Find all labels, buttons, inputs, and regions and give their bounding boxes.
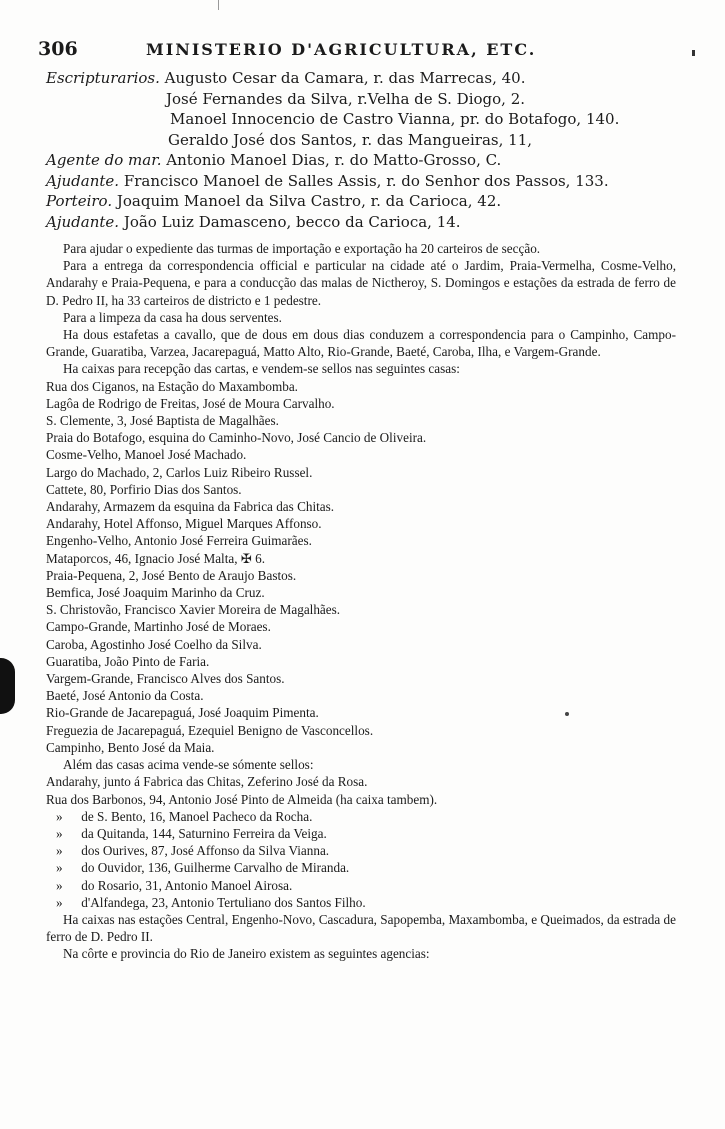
list-item: Praia-Pequena, 2, José Bento de Araujo Bastos. (46, 567, 297, 583)
scan-mark (218, 0, 219, 10)
list-item: Andarahy, junto á Fabrica das Chitas, Zeferino José da Rosa. (46, 774, 368, 790)
staff-role: Agente do mar. (46, 151, 162, 169)
ink-speck (692, 50, 695, 56)
staff-entry (46, 130, 685, 151)
ditto-mark: » (56, 894, 63, 910)
stamps-intro: Além das casas acima vende-se sómente sellos: (63, 757, 314, 773)
staff-details: Manoel Innocencio de Castro Vianna, pr. do Botafogo, 140. (170, 110, 620, 128)
list-item: Cosme-Velho, Manoel José Machado. (46, 447, 247, 463)
staff-role: Escripturarios. (46, 69, 160, 87)
list-item-text: d'Alfandega, 23, Antonio Tertuliano dos Santos Filho. (81, 894, 366, 910)
staff-role: Ajudante. (46, 171, 120, 190)
paragraph: Ha caixas nas estações Central, Engenho-Novo, Cascadura, Sapopemba, Maxambomba, e Queimados, da estrada de ferro de D. Pedro II. (46, 911, 676, 945)
list-item: Campinho, Bento José da Maia. (46, 739, 215, 755)
list-item-text: de S. Bento, 16, Manoel Pacheco da Rocha. (81, 808, 313, 824)
body-text (46, 240, 676, 963)
list-item: Lagôa de Rodrigo de Freitas, José de Moura Carvalho. (46, 395, 335, 411)
paragraph: Para a limpeza da casa ha dous serventes. (63, 309, 282, 325)
list-item: Mataporcos, 46, Ignacio José Malta, ✠ 6. (46, 550, 266, 566)
list-item: Baeté, José Antonio da Costa. (46, 688, 204, 704)
staff-details: João Luiz Damasceno, becco da Carioca, 14. (123, 212, 461, 231)
staff-details: Augusto Cesar da Camara, r. das Marrecas, 40. (164, 69, 526, 87)
staff-entry (46, 89, 685, 110)
staff-role: Ajudante. (46, 212, 120, 231)
staff-entry (46, 109, 685, 130)
ditto-mark: » (56, 843, 63, 859)
margin-ink-blot (0, 658, 15, 714)
list-item (46, 842, 676, 859)
staff-details: Geraldo José dos Santos, r. das Mangueiras, 11, (168, 130, 532, 149)
ditto-mark: » (56, 808, 63, 824)
staff-details: Francisco Manoel de Salles Assis, r. do Senhor dos Passos, 133. (123, 171, 609, 190)
paragraph: Na côrte e provincia do Rio de Janeiro existem as seguintes agencias: (63, 946, 430, 962)
staff-entry (46, 150, 685, 171)
staff-entry (46, 171, 685, 192)
list-item (46, 859, 676, 876)
list-item: Caroba, Agostinho José Coelho da Silva. (46, 636, 262, 652)
ditto-mark: » (56, 877, 63, 893)
list-item: Engenho-Velho, Antonio José Ferreira Guimarães. (46, 533, 312, 549)
list-item: Praia do Botafogo, esquina do Caminho-Novo, José Cancio de Oliveira. (46, 430, 427, 446)
list-item: Vargem-Grande, Francisco Alves dos Santos. (46, 671, 285, 687)
staff-role: Porteiro. (46, 192, 113, 210)
list-item: Largo do Machado, 2, Carlos Luiz Ribeiro Russel. (46, 464, 313, 480)
page-header (38, 38, 685, 64)
list-item: Andarahy, Armazem da esquina da Fabrica das Chitas. (46, 499, 335, 515)
list-item (46, 825, 676, 842)
letterbox-list (46, 378, 676, 756)
list-item: Guaratiba, João Pinto de Faria. (46, 653, 210, 669)
list-item-text: dos Ourives, 87, José Affonso da Silva Vianna. (81, 843, 330, 859)
list-item (46, 894, 676, 911)
list-item (46, 808, 676, 825)
paragraph: Ha dous estafetas a cavallo, que de dous em dous dias conduzem a correspondencia para o Campinho, Campo-Grande, Guaratiba, Varzea, Jacarepaguá, Matto Alto, Rio-Grande, Baeté, Caroba, Ilha, e Vargem-Grande. (46, 327, 676, 360)
paragraph: Ha caixas para recepção das cartas, e vendem-se sellos nas seguintes casas: (63, 361, 460, 377)
list-item: Cattete, 80, Porfirio Dias dos Santos. (46, 481, 242, 497)
list-item: Campo-Grande, Martinho José de Moraes. (46, 619, 271, 635)
page-number: 306 (38, 38, 78, 60)
staff-details: José Fernandes da Silva, r.Velha de S. Diogo, 2. (166, 89, 526, 108)
staff-entry (46, 212, 685, 233)
paragraph: Para ajudar o expediente das turmas de importação e exportação ha 20 carteiros de secção. (63, 241, 541, 256)
list-item: Bemfica, José Joaquim Marinho da Cruz. (46, 585, 265, 601)
staff-list (46, 68, 685, 232)
staff-details: Joaquim Manoel da Silva Castro, r. da Carioca, 42. (116, 192, 502, 210)
staff-entry (46, 191, 685, 212)
ditto-mark: » (56, 860, 63, 876)
list-item: Freguezia de Jacarepaguá, Ezequiel Benigno de Vasconcellos. (46, 722, 374, 738)
list-item (46, 877, 676, 894)
list-item-text: do Ouvidor, 136, Guilherme Carvalho de Miranda. (81, 860, 350, 876)
staff-entry (46, 68, 685, 89)
list-item: Rua dos Ciganos, na Estação do Maxambomba. (46, 378, 298, 394)
running-title: MINISTERIO D'AGRICULTURA, ETC. (146, 40, 537, 59)
paragraph: Para a entrega da correspondencia official e particular na cidade até o Jardim, Praia-Vermelha, Cosme-Velho, Andarahy e Praia-Pequena, e para a conducção das malas de Nictheroy, S. Domingos e estações da estrada de ferro de D. Pedro II, ha 33 carteiros de districto e 1 pedestre. (46, 258, 676, 308)
staff-details: Antonio Manoel Dias, r. do Matto-Grosso, C. (166, 151, 502, 169)
list-item: Andarahy, Hotel Affonso, Miguel Marques Affonso. (46, 516, 322, 532)
list-item-text: da Quitanda, 144, Saturnino Ferreira da Veiga. (81, 825, 327, 841)
list-item: Rio-Grande de Jacarepaguá, José Joaquim Pimenta. (46, 705, 319, 721)
list-item: Rua dos Barbonos, 94, Antonio José Pinto de Almeida (ha caixa tambem). (46, 791, 438, 807)
ditto-mark: » (56, 825, 63, 841)
list-item: S. Clemente, 3, José Baptista de Magalhães. (46, 413, 279, 429)
list-item: S. Christovão, Francisco Xavier Moreira de Magalhães. (46, 602, 341, 618)
list-item-text: do Rosario, 31, Antonio Manoel Airosa. (81, 877, 293, 893)
